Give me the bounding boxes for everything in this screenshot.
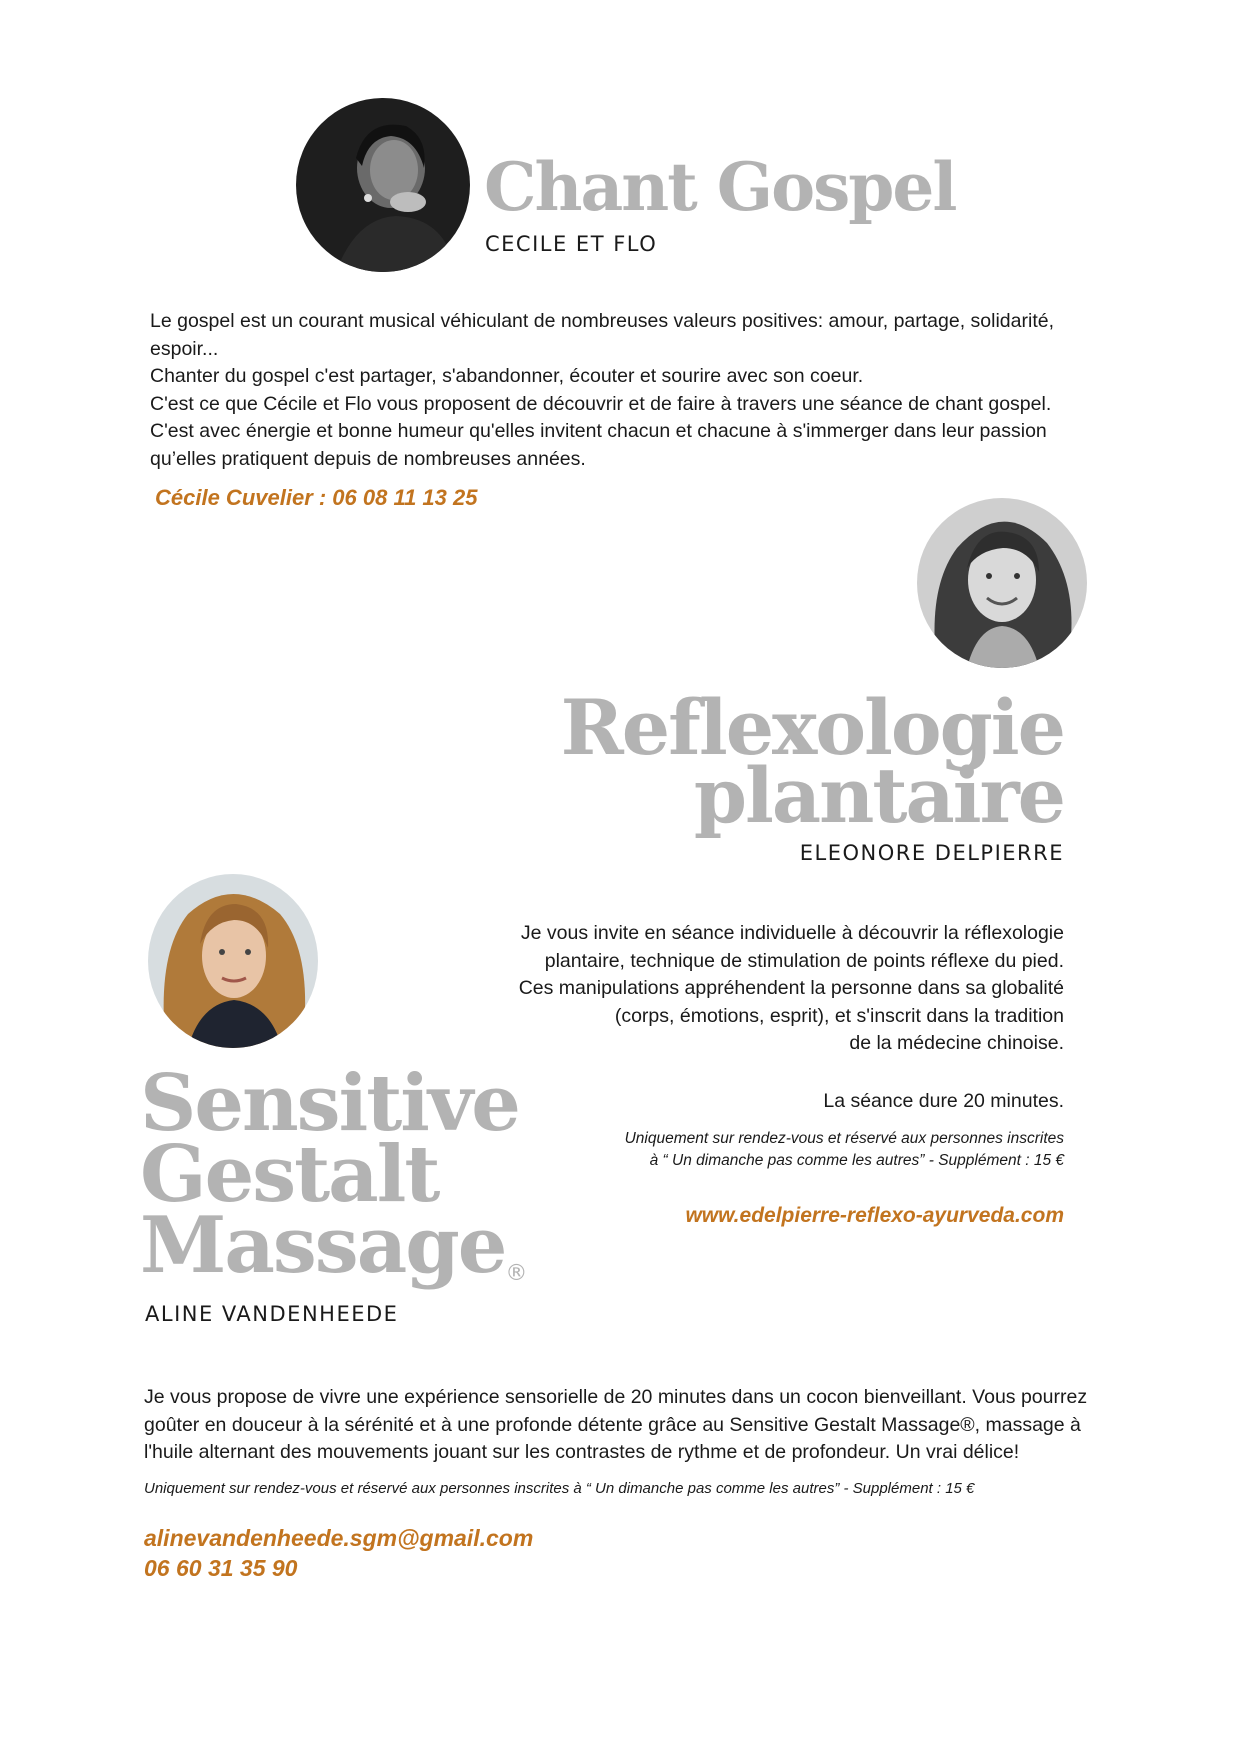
massage-email-link[interactable]: alinevandenheede.sgm@gmail.com (144, 1525, 534, 1551)
reflexo-title-line2: plantaire (693, 751, 1064, 840)
gospel-paragraph: Le gospel est un courant musical véhiculant de nombreuses valeurs positives: amour, partage, solidarité, espoir... Chanter du gospel c'est partager, s'abandonner, écouter et sourire avec son coeur. C'est ce que Cécile et Flo vous proposent de découvrir et de faire à travers une séance de chant gospel. C'est avec énergie et bonne humeur qu'elles invitent chacun et chacune à s'immerger dans leur passion qu’elles pratiquent depuis de nombreuses années. (150, 310, 1054, 470)
gospel-contact-phone[interactable]: Cécile Cuvelier : 06 08 11 13 25 (155, 485, 478, 510)
reflexo-duration: La séance dure 20 minutes. (823, 1090, 1064, 1112)
massage-therapist-photo (148, 874, 318, 1048)
reflexo-subtitle: ELEONORE DELPIERRE (799, 841, 1064, 865)
massage-phone[interactable]: 06 60 31 35 90 (144, 1555, 298, 1581)
gospel-singer-photo (296, 98, 470, 272)
reflexo-note: Uniquement sur rendez-vous et réservé aux personnes inscrites à “ Un dimanche pas comme les autres” - Supplément : 15 € (624, 1130, 1064, 1169)
massage-title-line3 (140, 1200, 528, 1291)
registered-mark: ® (505, 1261, 528, 1286)
reflexo-website-link[interactable]: www.edelpierre-reflexo-ayurveda.com (685, 1204, 1064, 1227)
massage-subtitle: ALINE VANDENHEEDE (145, 1302, 399, 1326)
massage-title-line1: Sensitive (140, 1058, 519, 1149)
massage-paragraph: Je vous propose de vivre une expérience sensorielle de 20 minutes dans un cocon bienveillant. Vous pourrez goûter en douceur à la sérénité et à une profonde détente grâce au Sensitive Gestalt Massage®, massage à l'huile alternant des mouvements jouant sur les contrastes de rythme et de profondeur. Un vrai délice! (144, 1386, 1088, 1463)
gospel-subtitle: CECILE ET FLO (485, 232, 658, 256)
massage-note: Uniquement sur rendez-vous et réservé aux personnes inscrites à “ Un dimanche pas comme les autres” - Supplément : 15 € (144, 1480, 975, 1497)
reflexo-paragraph: Je vous invite en séance individuelle à découvrir la réflexologie plantaire, technique de stimulation de points réflexe du pied. Ces manipulations appréhendent la personne dans sa globalité (corps, émotions, esprit), et s'inscrit dans la tradition de la médecine chinoise. (518, 922, 1064, 1054)
reflexo-title-line1: Reflexologie (560, 683, 1064, 772)
gospel-title: Chant Gospel (484, 148, 956, 226)
massage-title-line2: Gestalt (140, 1129, 439, 1220)
massage-title-word: Massage (140, 1200, 506, 1291)
reflexologist-photo (917, 498, 1087, 668)
